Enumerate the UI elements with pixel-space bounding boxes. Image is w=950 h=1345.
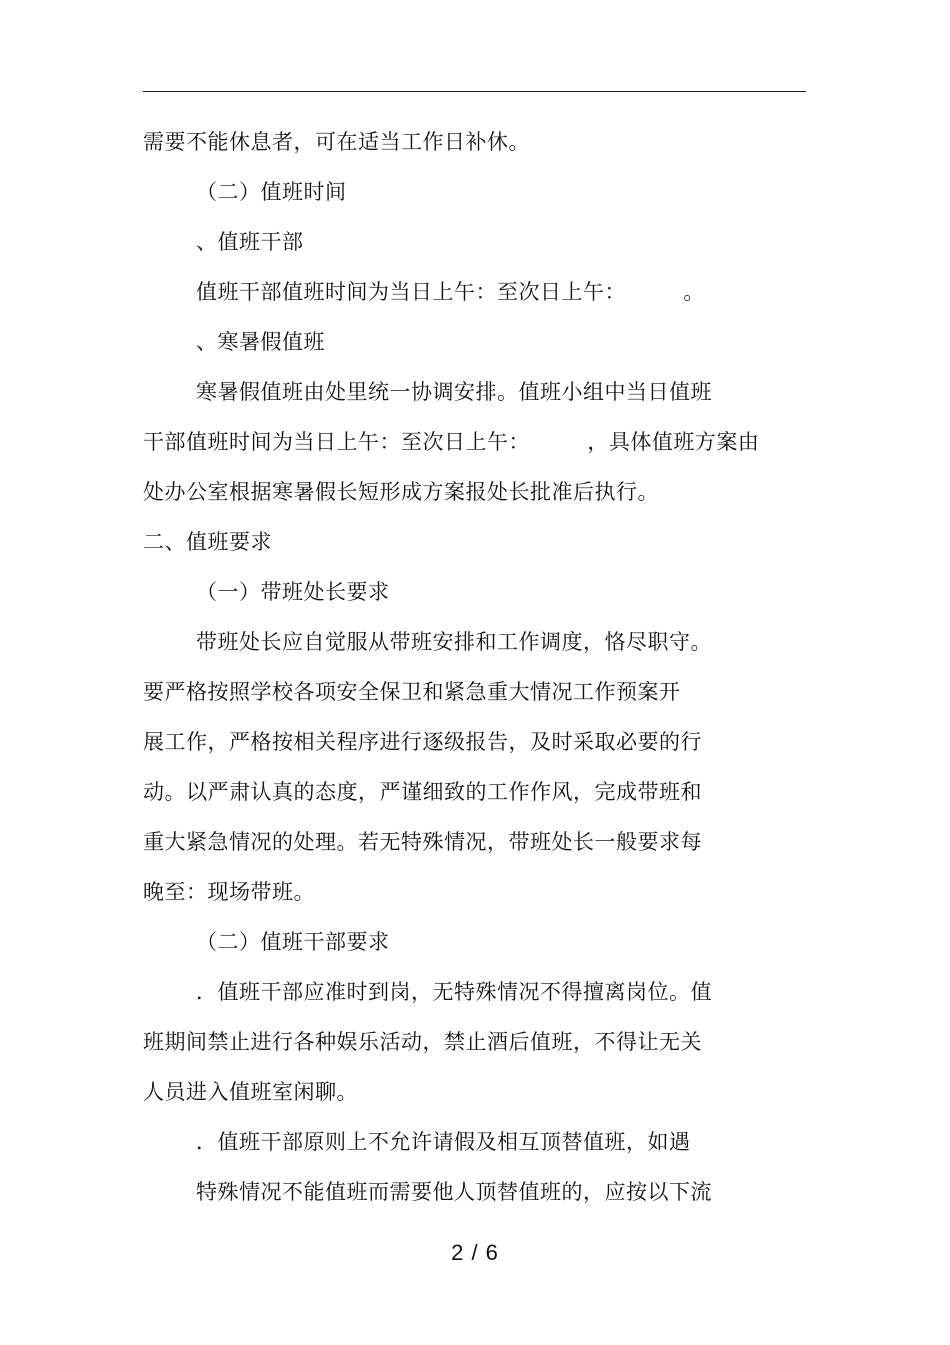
body-line: 班期间禁止进行各种娱乐活动，禁止酒后值班，不得让无关 [143,1030,702,1054]
body-line: 特殊情况不能值班而需要他人顶替值班的，应按以下流 [196,1180,712,1204]
subsection-heading: 、寒暑假值班 [196,330,325,354]
body-line: 重大紧急情况的处理。若无特殊情况，带班处长一般要求每 [143,830,702,854]
body-line: 寒暑假值班由处里统一协调安排。值班小组中当日值班 [196,380,712,404]
body-line: 处办公室根据寒暑假长短形成方案报处长批准后执行。 [143,480,659,504]
body-line: 带班处长应自觉服从带班安排和工作调度，恪尽职守。 [196,630,712,654]
body-line: 值班干部值班时间为当日上午：至次日上午： 。 [196,280,705,304]
body-line: 人员进入值班室闲聊。 [143,1080,358,1104]
body-line: 展工作，严格按相关程序进行逐级报告，及时采取必要的行 [143,730,702,754]
body-line: 晚至：现场带班。 [143,880,315,904]
body-line: ．值班干部应准时到岗，无特殊情况不得擅离岗位。值 [196,980,712,1004]
chapter-heading: 二、值班要求 [143,530,272,554]
page-number: 2 / 6 [451,1240,499,1265]
section-heading: （二）值班时间 [196,180,347,204]
body-line: ．值班干部原则上不允许请假及相互顶替值班，如遇 [196,1130,691,1154]
section-heading: （二）值班干部要求 [196,930,390,954]
body-line: 需要不能休息者，可在适当工作日补休。 [143,130,530,154]
header-rule [143,91,806,92]
body-line: 干部值班时间为当日上午：至次日上午： ，具体值班方案由 [143,430,760,454]
body-line: 动。以严肃认真的态度，严谨细致的工作作风，完成带班和 [143,780,702,804]
subsection-heading: 、值班干部 [196,230,304,254]
body-line: 要严格按照学校各项安全保卫和紧急重大情况工作预案开 [143,680,681,704]
section-heading: （一）带班处长要求 [196,580,390,604]
